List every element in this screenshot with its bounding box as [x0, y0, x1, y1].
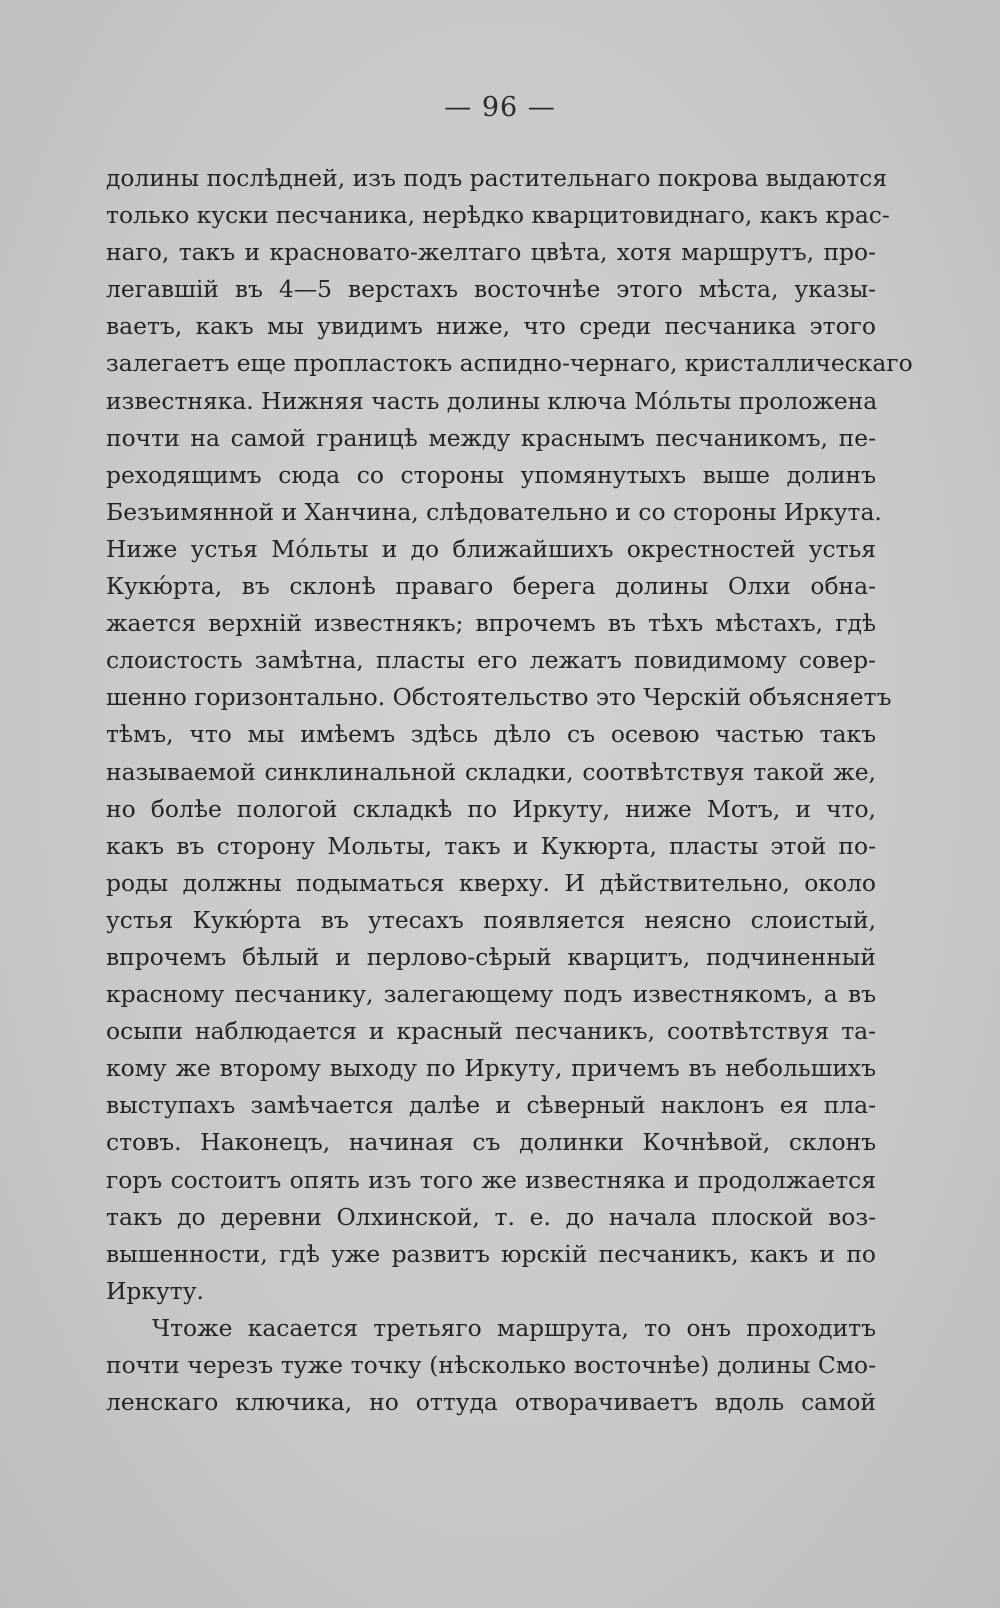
text-line: Безъимянной и Ханчина, слѣдовательно и со стороны Иркута. — [106, 497, 882, 526]
text-line: называемой синклинальной складки, соотвѣтствуя такой же, — [106, 757, 876, 786]
text-line: Ниже устья Мо́льты и до ближайшихъ окрестностей устья — [106, 534, 876, 563]
text-line: вышенности, гдѣ уже развитъ юрскій песчаникъ, какъ и по — [106, 1239, 876, 1268]
text-line: горъ состоитъ опять изъ того же известняка и продолжается — [106, 1165, 876, 1194]
text-line: известняка. Нижняя часть долины ключа Мо́льты проложена — [106, 386, 878, 415]
body-text — [106, 160, 913, 1421]
text-line: шенно горизонтально. Обстоятельство это Черскій объясняетъ — [106, 683, 892, 712]
text-line: устья Кукю́рта въ утесахъ появляется неясно слоистый, — [106, 905, 876, 934]
text-line: Иркуту. — [106, 1276, 204, 1305]
text-line: ваетъ, какъ мы увидимъ ниже, что среди песчаника этого — [106, 312, 876, 341]
paragraph-1 — [106, 160, 913, 1310]
text-line: впрочемъ бѣлый и перлово-сѣрый кварцитъ, подчиненный — [106, 942, 876, 971]
text-line: почти на самой границѣ между краснымъ песчаникомъ, пе- — [106, 423, 876, 452]
text-line: слоистость замѣтна, пласты его лежатъ повидимому совер- — [106, 646, 876, 675]
text-line: кому же второму выходу по Иркуту, причемъ въ небольшихъ — [106, 1054, 876, 1083]
text-line: реходящимъ сюда со стороны упомянутыхъ выше долинъ — [106, 460, 876, 489]
text-line: наго, такъ и красновато-желтаго цвѣта, хотя маршрутъ, про- — [106, 238, 876, 267]
text-line: роды должны подыматься кверху. И дѣйствительно, около — [106, 868, 876, 897]
text-line: Чтоже касается третьяго маршрута, то онъ проходитъ — [152, 1313, 876, 1342]
text-line: жается верхній известнякъ; впрочемъ въ тѣхъ мѣстахъ, гдѣ — [106, 609, 876, 638]
text-line: стовъ. Наконецъ, начиная съ долинки Кочнѣвой, склонъ — [106, 1128, 876, 1157]
text-line: красному песчанику, залегающему подъ известнякомъ, а въ — [106, 980, 876, 1009]
text-line: ленскаго ключика, но оттуда отворачиваетъ вдоль самой — [106, 1388, 876, 1417]
text-line: залегаетъ еще пропластокъ аспидно-чернаго, кристаллическаго — [106, 349, 913, 378]
text-line: осыпи наблюдается и красный песчаникъ, соотвѣтствуя та- — [106, 1017, 876, 1046]
text-line: легавшій въ 4—5 верстахъ восточнѣе этого мѣста, указы- — [106, 275, 876, 304]
text-line: почти черезъ туже точку (нѣсколько восточнѣе) долины Смо- — [106, 1351, 876, 1379]
page-number: — 96 — — [444, 92, 556, 123]
text-line: но болѣе пологой складкѣ по Иркуту, ниже Мотъ, и что, — [106, 794, 876, 823]
text-line: только куски песчаника, нерѣдко кварцитовиднаго, какъ крас- — [106, 201, 890, 230]
paragraph-2 — [106, 1310, 876, 1421]
text-line: долины послѣдней, изъ подъ растительнаго покрова выдаются — [106, 164, 888, 192]
text-line: Кукю́рта, въ склонѣ праваго берега долины Олхи обна- — [106, 572, 876, 601]
text-line: тѣмъ, что мы имѣемъ здѣсь дѣло съ осевою частью такъ — [106, 720, 876, 749]
text-line: выступахъ замѣчается далѣе и сѣверный наклонъ ея пла- — [106, 1091, 876, 1120]
text-line: такъ до деревни Олхинской, т. е. до начала плоской воз- — [106, 1202, 876, 1231]
text-line: какъ въ сторону Мольты, такъ и Кукюрта, пласты этой по- — [106, 831, 876, 860]
